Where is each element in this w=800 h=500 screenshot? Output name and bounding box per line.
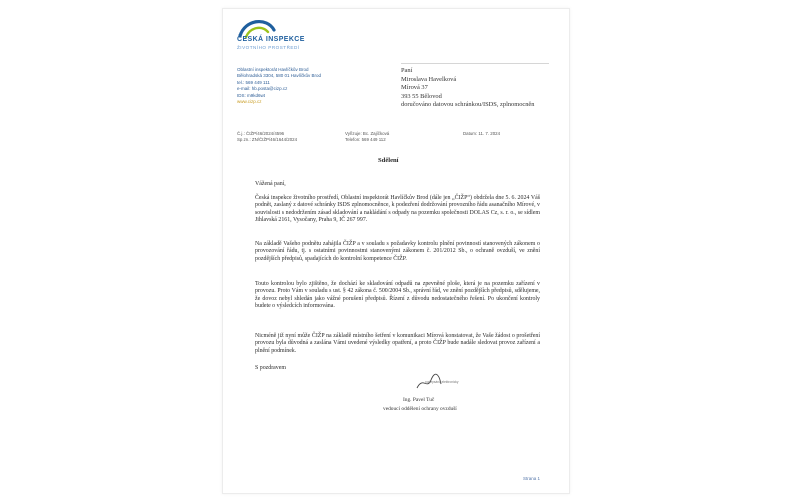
paragraph-4: Nicméně již nyní může ČIŽP na základě místního šetření v komunikaci Mírová konstatovat, že Vaše žádost o prošetření provozu byla důvodná a zaslána Vámi uvedené výsledky opatření, a proto ČIŽP bude nadále sledovat provoz zařízení a plnění podmínek. bbox=[255, 333, 540, 354]
paragraph-1: Česká inspekce životního prostředí, Oblastní inspektorát Havlíčkův Brod (dále jen „ČIŽP“) obdržela dne 5. 6. 2024 Váš podnět, zaslaný z datové schránky ISDS zplnomocněnce, k podezření dodržování provozního řádu asanačního Mírové, v souvislosti s nedodržením zásad skladování a nakládání s odpady na pozemku společnosti DOLAS Cz, s. r. o., se sídlem Jihlavská 2161, Vysočany, Praha 9, IČ 267 997. bbox=[255, 195, 540, 223]
logo-subtitle: ŽIVOTNÍHO PROSTŘEDÍ bbox=[237, 45, 300, 50]
logo-title: ČESKÁ INSPEKCE bbox=[237, 36, 305, 43]
ref-file-number: Sp.zn.: ZN/ČIŽP/46/1644/2024 bbox=[237, 137, 298, 142]
sender-line: Oblastní inspektorát Havlíčkův Brod bbox=[237, 67, 309, 72]
recipient-line: Paní bbox=[401, 67, 413, 74]
recipient-line: Mírová 37 bbox=[401, 84, 428, 92]
letter-date: Datum: 11. 7. 2024 bbox=[463, 131, 501, 136]
sender-line: tel.: 569 449 111 bbox=[237, 79, 270, 85]
sender-line: IDS: m9kd6wt bbox=[237, 92, 266, 98]
sender-block bbox=[237, 67, 321, 105]
sender-web-link[interactable]: www.cizp.cz bbox=[237, 99, 262, 105]
ref-number: Č.j.: ČIŽP/46/2024/4596 bbox=[237, 131, 285, 136]
sender-email-link[interactable]: e-mail: hb.posta@cizp.cz bbox=[237, 86, 288, 92]
handler-info bbox=[345, 131, 389, 143]
paragraph-2: Na základě Vašeho podnětu zahájila ČIŽP a v souladu s požadavky kontrolu plnění povinností stanovených zákonem o provozování řádu, tj. s ostatními povinnostmi stanovenými zákonem č. 201/2012 Sb., o ochraně ovzduší, ve znění pozdějších předpisů, spadajících do kontrolní kompetence ČIŽP. bbox=[255, 241, 540, 262]
recipient-rule bbox=[401, 63, 549, 64]
signature-stamp bbox=[415, 372, 459, 397]
salutation: Vážená paní, bbox=[255, 181, 286, 187]
letter-page bbox=[222, 8, 570, 494]
reference-numbers bbox=[237, 131, 297, 143]
recipient-line: 393 55 Bělovod bbox=[401, 92, 442, 100]
stamp-text: podepsáno elektronicky bbox=[425, 380, 459, 384]
paragraph-3: Touto kontrolou bylo zjištěno, že dochází ke skladování odpadů na zpevněné ploše, která je na pozemku zařízení v provozu. Proto Vám v souladu s ust. § 42 zákona č. 500/2004 Sb., správní řád, ve znění pozdějších předpisů, sdělujeme, že dovoz nebyl shledán jako vážné porušení předpisů. Řízení z důvodu nedostatečného řešení. Po ukončení kontroly budete o výsledcích informována. bbox=[255, 281, 540, 309]
closing: S pozdravem bbox=[255, 365, 286, 371]
letter-title: Sdělení bbox=[378, 157, 399, 164]
signer-name: Ing. Pavel Tuč bbox=[403, 397, 435, 403]
handler-name: Vyřizuje: Bc. Zajíčková bbox=[345, 131, 390, 136]
handler-phone: Telefon: 569 449 112 bbox=[345, 137, 386, 142]
recipient-block bbox=[401, 67, 534, 110]
recipient-line: doručováno datovou schránkou/ISDS, zplnomocněn bbox=[401, 101, 535, 109]
signer-role: vedoucí oddělení ochrany ovzduší bbox=[383, 406, 457, 412]
sender-line: Bělohradská 3304, 580 01 Havlíčkův Brod bbox=[237, 73, 322, 79]
recipient-line: Miroslava Havelková bbox=[401, 75, 457, 83]
page-number: Strana 1 bbox=[523, 476, 541, 481]
